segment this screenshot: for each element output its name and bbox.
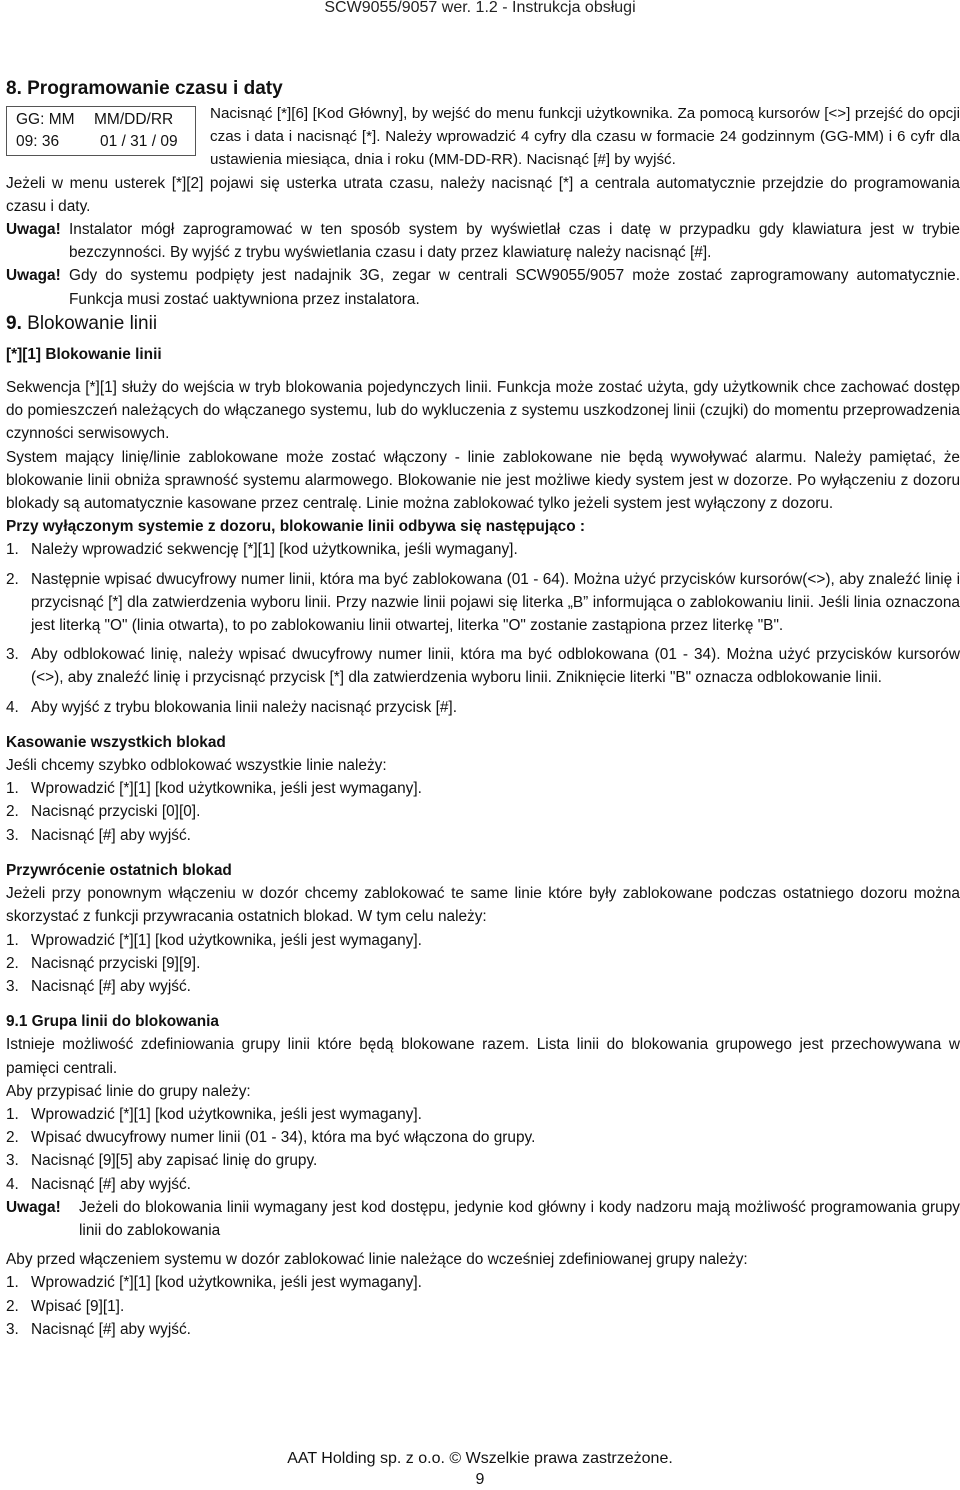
grupa-steps (6, 1103, 960, 1196)
list-item: 3. Aby odblokować linię, należy wpisać dwucyfrowy numer linii, która ma być odblokowana (01 - 34). Można użyć przycisków kursorów (<>), aby znaleźć linię i przycisnąć przycisk [*] dla zatwierdzenia wyboru linii. Zniknięcie literki "B" oznacza odblokowanie linii. (6, 646, 960, 687)
page-number: 9 (475, 1471, 485, 1488)
section-9-title (6, 311, 960, 337)
przywrocenie-steps (6, 929, 960, 999)
przywrocenie-title: Przywrócenie ostatnich blokad (6, 861, 232, 879)
list-item: 4. Nacisnąć [#] aby wyjść. (6, 1175, 191, 1193)
section-8-paragraph-2: Jeżeli w menu usterek [*][2] pojawi się usterka utrata czasu, należy nacisnąć [*] a centrala automatycznie przejdzie do programowania czasu i daty. (6, 174, 960, 215)
note-text: Instalator mógł zaprogramować w ten sposób system by wyświetlał czas i datę w przypadku gdy klawiatura jest w trybie bezczynności. By wyjść z trybu wyświetlania czasu i daty przez klawiaturę należy nacisnąć [#]. (69, 221, 960, 262)
clock-value-time: 09: 36 (16, 133, 60, 150)
list-item: 3. Nacisnąć [#] aby wyjść. (6, 1320, 191, 1338)
kasowanie-intro: Jeśli chcemy szybko odblokować wszystkie linie należy: (6, 757, 387, 775)
list-item: 2. Wpisać dwucyfrowy numer linii (01 - 34), która ma być włączona do grupy. (6, 1129, 536, 1147)
footer-copyright: AAT Holding sp. z o.o. © Wszelkie prawa zastrzeżone. (287, 1450, 673, 1467)
grupa-intro-2: Aby przed włączeniem systemu w dozór zablokować linie należące do wcześniej zdefiniowanej grupy należy: (6, 1251, 748, 1269)
running-header: SCW9055/9057 wer. 1.2 - Instrukcja obsługi (324, 0, 636, 16)
przywrocenie-intro: Jeżeli przy ponownym włączeniu w dozór chcemy zablokować te same linie które były zablokowane podczas ostatniego dozoru można skorzystać z funkcji przywracania ostatnich blokad. W tym celu należy: (6, 885, 960, 926)
list-item: 1. Wprowadzić [*][1] [kod użytkownika, jeśli jest wymagany]. (6, 1105, 422, 1123)
note-1 (6, 218, 960, 264)
list-item: 1. Wprowadzić [*][1] [kod użytkownika, jeśli jest wymagany]. (6, 931, 422, 949)
note-label: Uwaga! (6, 221, 61, 239)
list-item: 4. Aby wyjść z trybu blokowania linii należy nacisnąć przycisk [#]. (6, 698, 457, 716)
list-item: 2. Wpisać [9][1]. (6, 1297, 125, 1315)
kasowanie-title: Kasowanie wszystkich blokad (6, 733, 226, 751)
note-label: Uwaga! (6, 267, 61, 285)
subsection-blokowanie-title: [*][1] Blokowanie linii (6, 345, 162, 363)
list-item: 1. Należy wprowadzić sekwencję [*][1] [kod użytkownika, jeśli wymagany]. (6, 541, 518, 559)
list-item: 1. Wprowadzić [*][1] [kod użytkownika, jeśli jest wymagany]. (6, 1274, 422, 1292)
list-item: 1. Wprowadzić [*][1] [kod użytkownika, jeśli jest wymagany]. (6, 780, 422, 798)
page-content (6, 76, 960, 1341)
list-item: 3. Nacisnąć [9][5] aby zapisać linię do grupy. (6, 1152, 318, 1170)
grupa-intro: Aby przypisać linie do grupy należy: (6, 1082, 251, 1100)
clock-display-box (6, 106, 196, 156)
list-item: 3. Nacisnąć [#] aby wyjść. (6, 826, 191, 844)
section-9-number: 9. (6, 312, 22, 334)
blokowanie-steps (6, 538, 960, 718)
grupa-title: 9.1 Grupa linii do blokowania (6, 1013, 219, 1031)
list-item: 2. Nacisnąć przyciski [0][0]. (6, 803, 201, 821)
list-item: 2. Nacisnąć przyciski [9][9]. (6, 954, 201, 972)
note-2 (6, 264, 960, 310)
note-label: Uwaga! (6, 1198, 61, 1216)
blokowanie-paragraph-1: Sekwencja [*][1] służy do wejścia w tryb blokowania pojedynczych linii. Funkcja może zostać użyta, gdy użytkownik chce zachować dostęp do pomieszczeń należących do włączanego systemu, lub do wykluczenia z systemu uszkodzonej linii (czujki) do momentu przeprowadzenia czynności serwisowych. (6, 379, 960, 443)
note-text: Jeżeli do blokowania linii wymagany jest kod dostępu, jedynie kod główny i kody nadzoru mają możliwość programowania grupy linii do zablokowania (79, 1198, 960, 1239)
clock-label-time: GG: MM (16, 111, 75, 128)
clock-label-date: MM/DD/RR (94, 111, 174, 128)
section-9-label: Blokowanie linii (27, 312, 158, 334)
clock-value-date: 01 / 31 / 09 (100, 133, 178, 150)
note-text: Gdy do systemu podpięty jest nadajnik 3G, zegar w centrali SCW9055/9057 może zostać zaprogramowany automatycznie. Funkcja musi zostać uaktywniona przez instalatora. (69, 267, 960, 308)
grupa-steps-2 (6, 1271, 960, 1341)
list-item: 3. Nacisnąć [#] aby wyjść. (6, 977, 191, 995)
grupa-note (6, 1196, 960, 1242)
section-8-intro-block (6, 102, 960, 172)
blokowanie-procedure-title: Przy wyłączonym systemie z dozoru, blokowanie linii odbywa się następująco : (6, 518, 586, 536)
kasowanie-steps (6, 777, 960, 847)
grupa-paragraph-1: Istnieje możliwość zdefiniowania grupy linii które będą blokowane razem. Lista linii do blokowania grupowego jest przechowywana w pamięci centrali. (6, 1036, 960, 1077)
section-8-title: 8. Programowanie czasu i daty (6, 78, 283, 99)
blokowanie-paragraph-2: System mający linię/linie zablokowane może zostać włączony - linie zablokowane nie będą wywoływać alarmu. Należy pamiętać, że blokowanie linii obniża sprawność systemu alarmowego. Blokowanie nie jest możliwe kiedy system jest w dozorze. Po wyłączeniu z dozoru blokady są automatycznie kasowane przez centralę. Linie można zablokować tylko jeżeli system jest wyłączony z dozoru. (6, 448, 960, 513)
section-8-intro: Nacisnąć [*][6] [Kod Główny], by wejść do menu funkcji użytkownika. Za pomocą kursorów [<>] przejść do opcji czas i data i nacisnąć [*]. Należy wprowadzić 4 cyfry dla czasu w formacie 24 godzinnym (GG-MM) i 6 cyfr dla ustawienia miesiąca, dnia i roku (MM-DD-RR). Nacisnąć [#] by wyjść. (210, 105, 960, 169)
list-item: 2. Następnie wpisać dwucyfrowy numer linii, która ma być zablokowana (01 - 64). Można użyć przycisków kursorów(<>), aby znaleźć linię i przycisnąć [*] dla zatwierdzenia wyboru linii. Przy nazwie linii pojawi się literka „B” informująca o zablokowaniu linii. Jeśli linia oznaczona jest literką "O" (linia otwarta), to po zablokowaniu linii otwartej, literka "O" zostanie zastąpiona przez literkę "B". (6, 570, 960, 635)
